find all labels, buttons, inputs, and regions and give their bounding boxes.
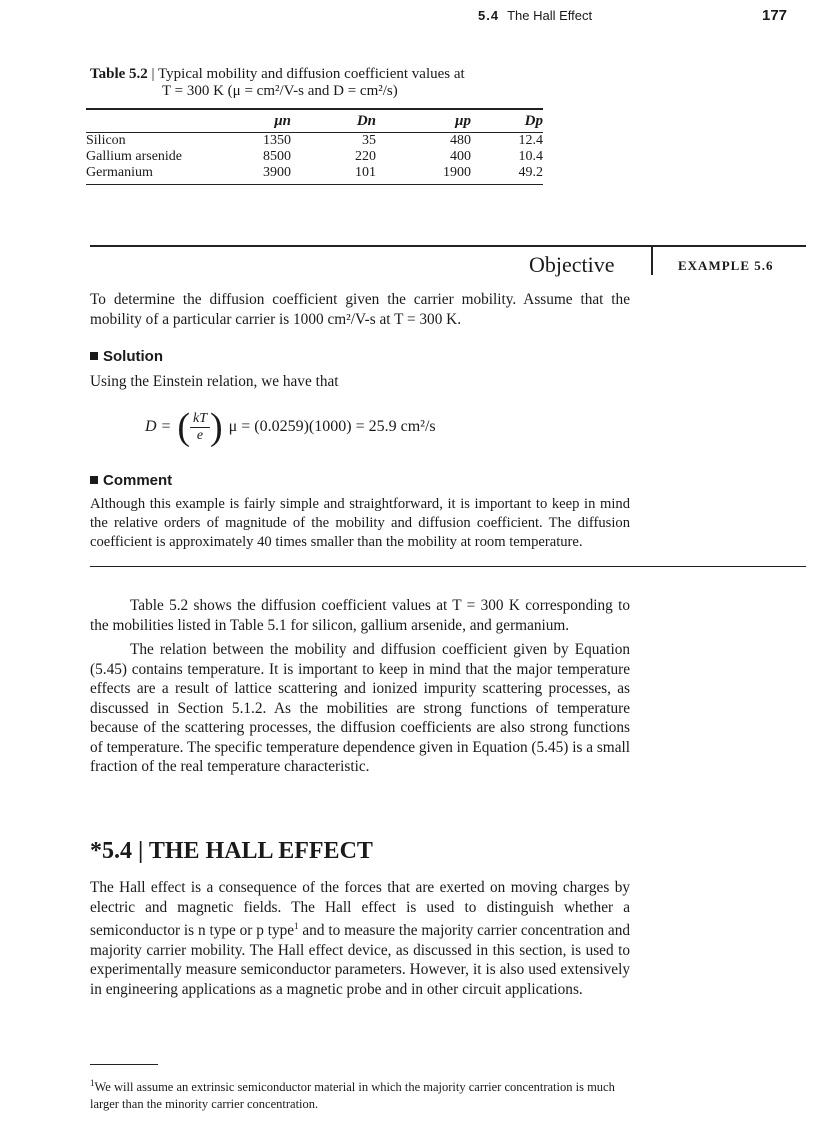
table-cell: 1900	[376, 165, 471, 185]
comment-text: Although this example is fairly simple and straightforward, it is important to keep in mind the relative orders of magnitude of the mobility and diffusion coefficient. The diffusion coefficient is approximately 40 times smaller than the mobility at room temperature.	[90, 496, 630, 550]
equation-fraction	[190, 411, 210, 444]
example-label: EXAMPLE 5.6	[678, 258, 774, 273]
equation-rhs: μ = (0.0259)(1000) = 25.9 cm²/s	[228, 418, 436, 435]
footnote-number: 1	[90, 1078, 95, 1088]
left-paren-icon: (	[177, 406, 191, 448]
table-header-cell	[86, 109, 246, 133]
table-cell: 12.4	[518, 133, 543, 148]
equation-lhs: D =	[145, 418, 172, 435]
table-header-cell: Dp	[471, 109, 543, 133]
table-cell: Germanium	[86, 165, 246, 185]
table-row	[86, 165, 543, 185]
table-cell: 400	[450, 149, 471, 164]
solution-text: Using the Einstein relation, we have that	[90, 373, 339, 390]
right-paren-icon: )	[210, 406, 223, 448]
table-header-cell: Dn	[291, 109, 376, 133]
footnote	[90, 1075, 630, 1113]
section-number: 5.4	[478, 8, 500, 23]
paragraph-text: The Hall effect is a consequence of the forces that are exerted on moving charges by electric and magnetic fields. The Hall effect is used to distinguish whether a semiconductor is n type or p type	[90, 879, 630, 940]
fraction-numerator: kT	[190, 411, 210, 428]
data-table	[86, 108, 543, 185]
bullet-square-icon	[90, 352, 98, 360]
solution-label: Solution	[103, 348, 163, 365]
section-heading: *5.4 | THE HALL EFFECT	[90, 838, 373, 864]
table-cell: 220	[355, 149, 376, 164]
table-header-cell: μn	[246, 109, 291, 133]
example-bottom-rule	[90, 566, 806, 567]
table-cell: 35	[362, 133, 376, 148]
einstein-equation	[145, 408, 436, 446]
comment-label: Comment	[103, 472, 173, 489]
example-top-rule	[90, 245, 806, 247]
table-cell: 3900	[246, 165, 291, 185]
footnote-rule	[90, 1064, 158, 1065]
table-cell: 49.2	[471, 165, 543, 185]
body-paragraph: Table 5.2 shows the diffusion coefficient values at T = 300 K corresponding to the mobilities listed in Table 5.1 for silicon, gallium arsenide, and germanium.	[90, 597, 630, 634]
table-cell: 8500	[263, 149, 291, 164]
table-header-row	[86, 109, 543, 133]
footnote-marker: 1	[294, 921, 299, 931]
body-paragraph	[90, 878, 630, 999]
body-paragraph: The relation between the mobility and diffusion coefficient given by Equation (5.45) contains temperature. It is important to keep in mind that the major temperature effects are a result of lattice scattering and ionized impurity scattering processes, as discussed in Section 5.1.2. As the mobilities are strong functions of temperature because of the scattering processes, the diffusion coefficients are also strong functions of temperature. The specific temperature dependence given in Equation (5.45) is a small fraction of the real temperature characteristic.	[90, 641, 630, 775]
table-cell: Silicon	[86, 133, 126, 148]
paragraph-text: and to measure the majority carrier concentration and majority carrier mobility. The Hall effect device, as discussed in this section, is used to experimentally measure semiconductor parameters. However, it is also used extensively in engineering applications as a magnetic probe and in other circuit applications.	[90, 922, 630, 998]
table-cell: Gallium arsenide	[86, 149, 183, 164]
table-cell: 10.4	[518, 149, 543, 164]
fraction-denominator: e	[196, 427, 204, 443]
running-header-section	[478, 8, 592, 23]
bullet-square-icon	[90, 476, 98, 484]
table-header-cell: μp	[376, 109, 471, 133]
page-number: 177	[762, 7, 788, 24]
table-cell: 1350	[263, 133, 291, 148]
solution-heading	[90, 348, 163, 365]
table-caption-line2: T = 300 K (μ = cm²/V-s and D = cm²/s)	[162, 83, 398, 99]
objective-label: Objective	[529, 252, 615, 277]
comment-heading	[90, 472, 172, 489]
table-caption-line1: Typical mobility and diffusion coefficient values at	[158, 66, 465, 82]
table-cell: 480	[450, 133, 471, 148]
example-side-rule	[651, 245, 653, 275]
objective-text: To determine the diffusion coefficient given the carrier mobility. Assume that the mobility of a particular carrier is 1000 cm²/V-s at T = 300 K.	[90, 291, 630, 328]
footnote-text: We will assume an extrinsic semiconductor material in which the majority carrier concentration is much larger than the minority carrier concentration.	[90, 1080, 615, 1112]
section-title: The Hall Effect	[507, 8, 593, 23]
table-caption-label: Table 5.2	[90, 66, 148, 82]
table-caption: Table 5.2 | Typical mobility and diffusion coefficient values at T = 300 K (μ = cm²/V-s and D = cm²/s)	[90, 66, 465, 99]
table-cell: 101	[291, 165, 376, 185]
table-row	[86, 149, 543, 165]
table-row	[86, 133, 543, 150]
